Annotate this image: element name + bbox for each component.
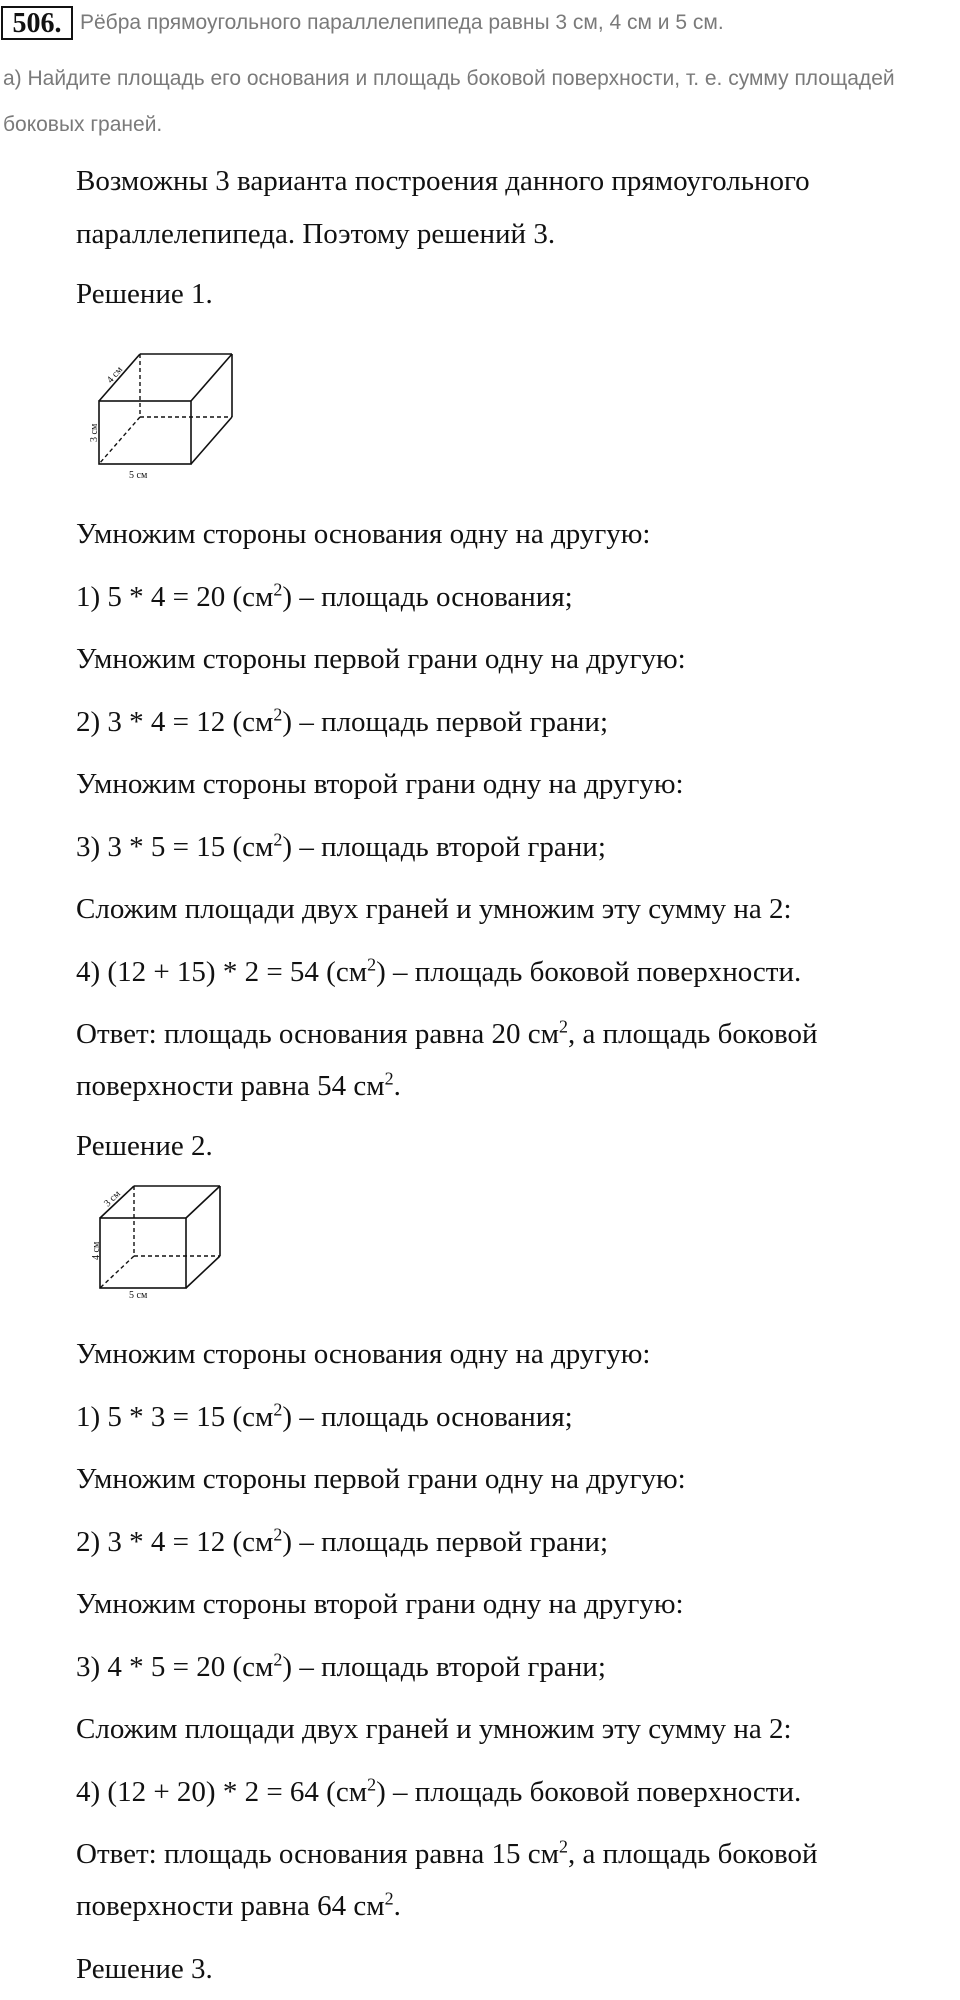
label-width: 5 см xyxy=(129,470,148,481)
label-depth: 4 см xyxy=(104,364,126,386)
s2-calc4: 4) (12 + 20) * 2 = 64 $(см^2)$ – площадь боковой поверхности. xyxy=(76,1774,802,1808)
s1-calc3: 3) 3 * 5 = 15 $(см^2)$ – площадь второй грани; xyxy=(76,829,606,863)
intro-line2: параллелепипеда. Поэтому решений 3. xyxy=(76,218,556,250)
problem-statement: Рёбра прямоугольного параллелепипеда равны 3 см, 4 см и 5 см. xyxy=(80,11,724,34)
s2-step2-text: Умножим стороны первой грани одну на другую: xyxy=(76,1463,686,1495)
s1-answer-line1: Ответ: площадь основания равна 20 $см^2$, а площадь боковой xyxy=(76,1016,818,1050)
label-width: 5 см xyxy=(129,1290,148,1301)
s2-step1-text: Умножим стороны основания одну на другую: xyxy=(76,1338,651,1370)
label-height: 3 см xyxy=(89,423,100,442)
s1-calc4: 4) (12 + 15) * 2 = 54 $(см^2)$ – площадь боковой поверхности. xyxy=(76,954,802,988)
problem-part-a-line1: а) Найдите площадь его основания и площадь боковой поверхности, т. е. сумму площадей xyxy=(3,67,895,90)
s1-step1-text: Умножим стороны основания одну на другую: xyxy=(76,518,651,550)
s1-step4-text: Сложим площади двух граней и умножим эту сумму на 2: xyxy=(76,893,792,925)
intro-line1: Возможны 3 варианта построения данного прямоугольного xyxy=(76,165,810,197)
s2-calc2: 2) 3 * 4 = 12 $(см^2)$ – площадь первой грани; xyxy=(76,1524,609,1558)
solution1-title: Решение 1. xyxy=(76,278,213,310)
solution2-box-diagram xyxy=(82,1180,227,1301)
s2-answer-line2: поверхности равна 64 $см^2$. xyxy=(76,1888,401,1922)
problem-number: 506. xyxy=(1,6,73,40)
s1-step3-text: Умножим стороны второй грани одну на другую: xyxy=(76,768,684,800)
s2-calc1: 1) 5 * 3 = 15 $(см^2)$ – площадь основания; xyxy=(76,1399,573,1433)
label-depth: 3 см xyxy=(102,1188,123,1210)
solution1-box-diagram xyxy=(74,345,234,481)
problem-part-a-line2: боковых граней. xyxy=(3,113,163,136)
s1-calc1: 1) 5 * 4 = 20 $(см^2)$ – площадь основания; xyxy=(76,579,573,613)
label-height: 4 см xyxy=(91,1241,102,1260)
s1-calc2: 2) 3 * 4 = 12 $(см^2)$ – площадь первой грани; xyxy=(76,704,609,738)
s2-step3-text: Умножим стороны второй грани одну на другую: xyxy=(76,1588,684,1620)
s2-calc3: 3) 4 * 5 = 20 $(см^2)$ – площадь второй грани; xyxy=(76,1649,606,1683)
s1-step2-text: Умножим стороны первой грани одну на другую: xyxy=(76,643,686,675)
s2-answer-line1: Ответ: площадь основания равна 15 $см^2$, а площадь боковой xyxy=(76,1836,818,1870)
s1-answer-line2: поверхности равна 54 $см^2$. xyxy=(76,1068,401,1102)
solution3-title: Решение 3. xyxy=(76,1953,213,1985)
front-face xyxy=(99,401,191,464)
s2-step4-text: Сложим площади двух граней и умножим эту сумму на 2: xyxy=(76,1713,792,1745)
solution2-title: Решение 2. xyxy=(76,1130,213,1162)
